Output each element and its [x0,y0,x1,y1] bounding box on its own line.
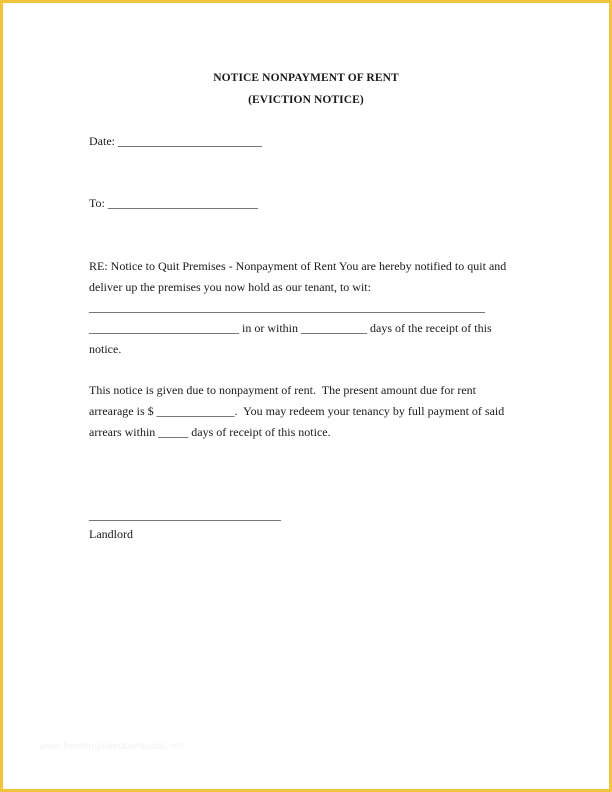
signature-line: ________________________________ [89,508,281,522]
arrears-paragraph-line: arrearage is $ _____________. You may redeem your tenancy by full payment of said [89,404,505,418]
date-line: Date: ________________________ [89,134,262,148]
signature-label: Landlord [89,527,133,541]
arrears-paragraph-line: arrears within _____ days of receipt of this notice. [89,425,331,439]
watermark: www.freetemplatedownloads.net [39,741,183,752]
recipient-line: To: _________________________ [89,196,258,210]
re-paragraph-end: notice. [89,342,122,356]
premises-days-line: _________________________ in or within ___________ days of the receipt of this [89,321,492,335]
premises-blank-line: __________________________________________________________________ [89,300,485,314]
re-paragraph-line: deliver up the premises you now hold as our tenant, to wit: [89,280,371,294]
document-subtitle: (EVICTION NOTICE) [248,94,364,106]
re-paragraph-line: RE: Notice to Quit Premises - Nonpayment of Rent You are hereby notified to quit and [89,259,507,273]
document-title: NOTICE NONPAYMENT OF RENT [213,72,399,84]
arrears-paragraph-line: This notice is given due to nonpayment of rent. The present amount due for rent [89,383,477,397]
